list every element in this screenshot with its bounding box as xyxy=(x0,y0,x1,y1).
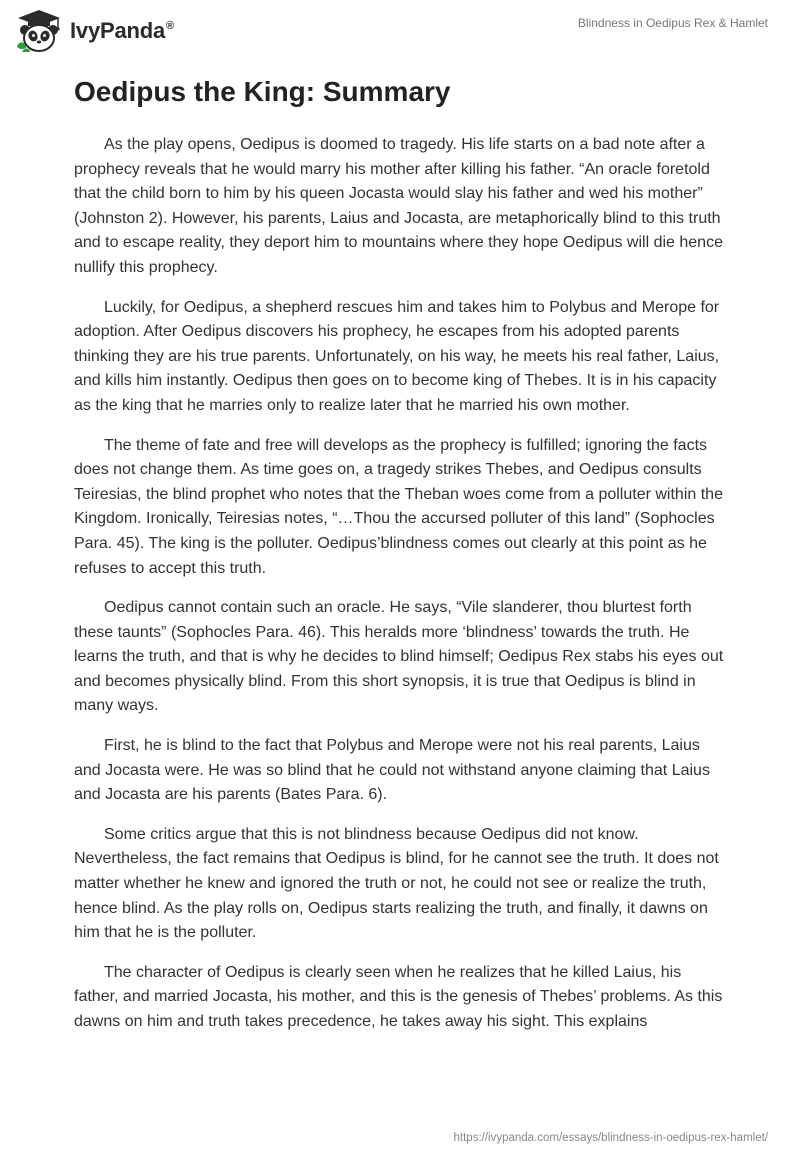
page-header xyxy=(0,0,800,60)
page-title: Oedipus the King: Summary xyxy=(74,76,451,107)
brand-name: IvyPanda® xyxy=(70,18,174,43)
essay-body xyxy=(74,133,724,1050)
paragraph: First, he is blind to the fact that Polybus and Merope were not his real parents, Laius and Jocasta were. He was so blind that he could not withstand anyone claiming that Laius and Jocasta are his parents (Bates Para. 6). xyxy=(74,737,710,804)
source-url-link[interactable]: https://ivypanda.com/essays/blindness-in-oedipus-rex-hamlet/ xyxy=(453,1132,768,1144)
document-title: Blindness in Oedipus Rex & Hamlet xyxy=(577,16,768,30)
paragraph: The character of Oedipus is clearly seen when he realizes that he killed Laius, his father, and married Jocasta, his mother, and this is the genesis of Thebes’ problems. As this dawns on him and truth takes precedence, he takes away his sight. This explains xyxy=(74,963,723,1030)
paragraph: As the play opens, Oedipus is doomed to tragedy. His life starts on a bad note after a prophecy reveals that he would marry his mother after killing his father. “An oracle foretold that the child born to him by his queen Jocasta would slay his father and wed his mother” (Johnston 2). However, his parents, Laius and Jocasta, are metaphorically blind to this truth and to escape reality, they deport him to mountains where they hope Oedipus will die hence nullify this prophecy. xyxy=(74,136,723,276)
panda-logo-icon xyxy=(14,8,64,54)
paragraph: Oedipus cannot contain such an oracle. He says, “Vile slanderer, thou blurtest forth these taunts” (Sophocles Para. 46). This heralds more ‘blindness’ towards the truth. He learns the truth, and that is why he decides to blind himself; Oedipus Rex stabs his eyes out and becomes physically blind. From this short synopsis, it is true that Oedipus is blind in many ways. xyxy=(74,599,724,715)
paragraph: Luckily, for Oedipus, a shepherd rescues him and takes him to Polybus and Merope for adoption. After Oedipus discovers his prophecy, he escapes from his adopted parents thinking they are his true parents. Unfortunately, on his way, he meets his real father, Laius, and kills him instantly. Oedipus then goes on to become king of Thebes. It is in his capacity as the king that he marries only to realize later that he married his own mother. xyxy=(74,298,720,414)
paragraph: The theme of fate and free will develops as the prophecy is fulfilled; ignoring the facts does not change them. As time goes on, a tragedy strikes Thebes, and Oedipus consults Teiresias, the blind prophet who notes that the Theban woes come from a polluter within the Kingdom. Ironically, Teiresias notes, “…Thou the accursed polluter of this land” (Sophocles Para. 45). The king is the polluter. Oedipus’blindness comes out clearly at this point as he refuses to accept this truth. xyxy=(74,436,723,577)
brand-logo-link[interactable] xyxy=(14,8,174,54)
paragraph: Some critics argue that this is not blindness because Oedipus did not know. Nevertheless, the fact remains that Oedipus is blind, for he cannot see the truth. It does not matter whether he knew and ignored the truth or not, he could not see or realize the truth, hence blind. As the play rolls on, Oedipus starts realizing the truth, and finally, it dawns on him that he is the polluter. xyxy=(74,825,719,942)
